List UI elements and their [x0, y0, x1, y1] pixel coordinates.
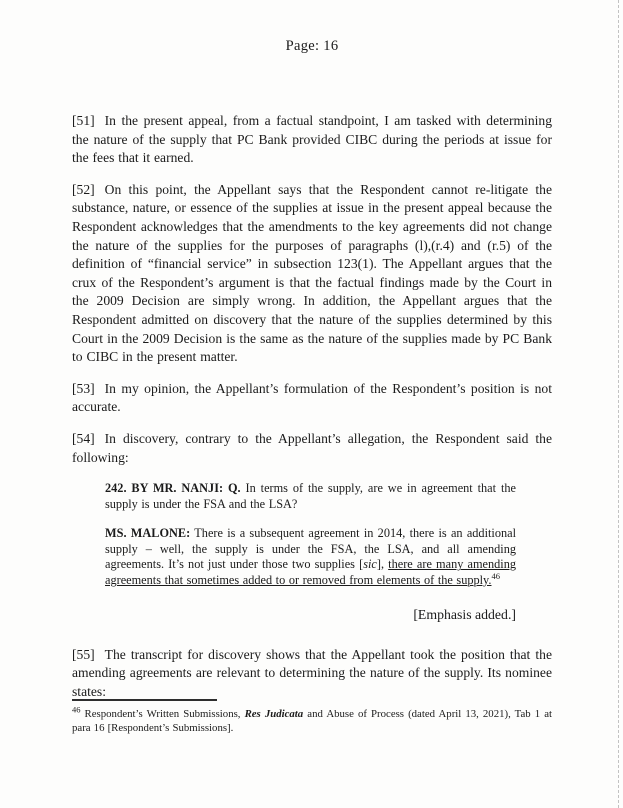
paragraph-53 — [72, 380, 552, 417]
transcript-quote-nanji: 242. BY MR. NANJI: Q. In terms of the supply, are we in agreement that the supply is under the FSA and the LSA? — [105, 481, 516, 511]
paragraph-number: [53] — [72, 380, 95, 396]
scan-artifact-line — [618, 0, 619, 808]
paragraph-text: In the present appeal, from a factual standpoint, I am tasked with determining the nature of the supply that PC Bank provided CIBC during the periods at issue for the fees that it earned. — [72, 113, 552, 166]
paragraph-number: [51] — [72, 113, 95, 128]
paragraph-55 — [72, 646, 552, 702]
footnote-area — [72, 699, 552, 736]
footnote-separator — [72, 699, 217, 701]
emphasis-note: [Emphasis added.] — [413, 606, 516, 622]
page-content — [72, 0, 552, 701]
paragraph-text: In my opinion, the Appellant’s formulation of the Respondent’s position is not accurate. — [72, 380, 552, 415]
paragraph-number: [52] — [72, 181, 95, 197]
paragraph-text: In discovery, contrary to the Appellant’s allegation, the Respondent said the following: — [72, 430, 552, 465]
paragraph-number: [54] — [72, 430, 95, 446]
paragraph-52 — [72, 181, 552, 367]
paragraph-text: On this point, the Appellant says that the Respondent cannot re-litigate the substance, nature, or essence of the supplies at issue in the present appeal because the Respondent acknowledges that the amendments to the key agreements did not change the nature of the supplies for the purposes of paragraphs (l),(r.4) and (r.5) of the definition of “financial service” in subsection 123(1). The Appellant argues that the crux of the Respondent’s argument is that the factual findings made by the Court in the 2009 Decision are simply wrong. In addition, the Appellant argues that the Respondent admitted on discovery that the nature of the supplies determined by this Court in the 2009 Decision is the same as the nature of the supplies made by PC Bank to CIBC in the present matter. — [72, 181, 552, 365]
paragraph-51 — [72, 112, 552, 168]
page-number: Page: 16 — [285, 38, 339, 54]
paragraph-54 — [72, 430, 552, 467]
footnote-46: $^{46}$ Respondent’s Written Submissions, Res Judicata and Abuse of Process (dated April 13, 2021), Tab 1 at para 16 [Respondent’s Submissions]. — [72, 704, 552, 734]
paragraph-number: [55] — [72, 646, 95, 662]
paragraph-text: The transcript for discovery shows that the Appellant took the position that the amending agreements are relevant to determining the nature of the supply. Its nominee states: — [72, 646, 552, 699]
transcript-quote-malone: MS. MALONE: There is a subsequent agreement in 2014, there is an additional supply – well, the supply is under the FSA, the LSA, and all amending agreements. It’s not just under those two supplies [sic], there are many amending agreements that sometimes added to or removed from elements of the supply.$^{46}$ — [105, 526, 516, 588]
